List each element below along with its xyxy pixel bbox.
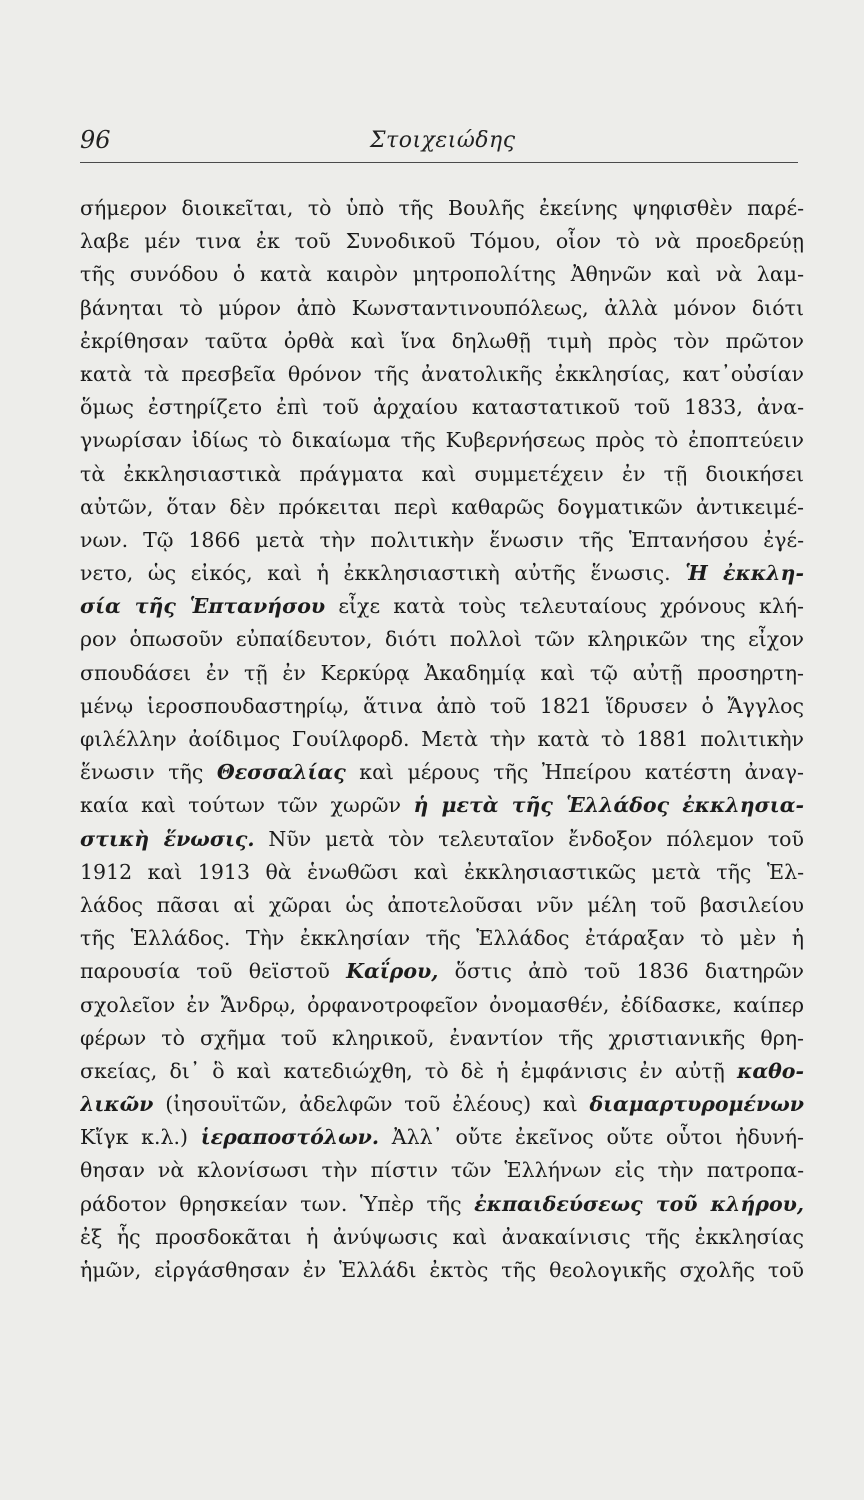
- emphasis-text: ἱεραποστόλων.: [200, 1125, 380, 1150]
- text-run: σκείας, δι᾽ ὃ καὶ κατεδιώχθη, τὸ δὲ ἡ ἐμφάνισις ἐν αὐτῇ: [80, 1058, 725, 1083]
- text-run: παρουσία τοῦ θεϊστοῦ: [80, 959, 330, 984]
- text-line: [80, 789, 804, 822]
- emphasis-text: καθο-: [736, 1058, 804, 1083]
- header-rule: [80, 162, 798, 163]
- text-line: λάδος πᾶσαι αἱ χῶραι ὡς ἀποτελοῦσαι νῦν μέλη τοῦ βασιλείου: [80, 892, 804, 917]
- text-line: μένῳ ἱεροσπουδαστηρίῳ, ἅτινα ἀπὸ τοῦ 1821 ἵδρυσεν ὁ Ἄγγλος: [80, 693, 804, 718]
- text-run: καὶ μέρους τῆς Ἠπείρου κατέστη ἀναγ-: [359, 760, 804, 785]
- text-line: αὐτῶν, ὅταν δὲν πρόκειται περὶ καθαρῶς δογματικῶν ἀντικειμέ-: [80, 494, 804, 519]
- emphasis-text: ἡ μετὰ τῆς Ἑλλάδος ἐκκλησια-: [413, 793, 804, 818]
- emphasis-text: λικῶν: [80, 1092, 154, 1117]
- text-run: Νῦν μετὰ τὸν τελευταῖον ἔνδοξον πόλεμον τοῦ: [268, 826, 804, 851]
- text-line: ἡμῶν, εἰργάσθησαν ἐν Ἑλλάδι ἐκτὸς τῆς θεολογικῆς σχολῆς τοῦ: [80, 1258, 804, 1282]
- text-run: νετο, ὡς εἰκός, καὶ ἡ ἐκκλησιαστικὴ αὐτῆς ἕνωσις.: [80, 561, 671, 586]
- text-run: καία καὶ τούτων τῶν χωρῶν: [80, 793, 401, 818]
- text-line: [80, 557, 804, 590]
- text-run: ἕνωσιν τῆς: [80, 760, 204, 785]
- text-line: [80, 756, 804, 789]
- text-line: φιλέλλην ἀοίδιμος Γουίλφορδ. Μετὰ τὴν κατὰ τὸ 1881 πολιτικὴν: [80, 727, 804, 751]
- emphasis-text: ἐκπαιδεύσεως τοῦ κλήρου,: [474, 1191, 804, 1216]
- text-line: θησαν νὰ κλονίσωσι τὴν πίστιν τῶν Ἑλλήνων εἰς τὴν πατροπα-: [80, 1158, 804, 1183]
- text-line: [80, 1121, 804, 1154]
- text-line: τῆς Ἑλλάδος. Τὴν ἐκκλησίαν τῆς Ἑλλάδος ἐτάραξαν τὸ μὲν ἡ: [80, 926, 804, 951]
- text-run: Κἴγκ κ.λ.): [80, 1125, 188, 1150]
- text-line: κατὰ τὰ πρεσβεῖα θρόνον τῆς ἀνατολικῆς ἐκκλησίας, κατ᾽οὐσίαν: [80, 361, 804, 386]
- text-line: λαβε μέν τινα ἐκ τοῦ Συνοδικοῦ Τόμου, οἷον τὸ νὰ προεδρεύῃ: [80, 229, 804, 254]
- text-run: (ἰησουϊτῶν, ἀδελφῶν τοῦ ἐλέους) καὶ: [165, 1092, 578, 1117]
- text-run: Ἀλλ᾽ οὔτε ἐκεῖνος οὔτε οὗτοι ἠδυνή-: [391, 1125, 804, 1150]
- emphasis-text: σία τῆς Ἑπτανήσου: [80, 594, 326, 619]
- text-line: [80, 590, 804, 623]
- text-line: ἐξ ἧς προσδοκᾶται ἡ ἀνύψωσις καὶ ἀνακαίνισις τῆς ἐκκλησίας: [80, 1224, 804, 1249]
- text-line: τῆς συνόδου ὁ κατὰ καιρὸν μητροπολίτης Ἀθηνῶν καὶ νὰ λαμ-: [80, 262, 804, 287]
- text-line: [80, 1088, 804, 1121]
- text-line: [80, 1188, 804, 1221]
- text-line: 1912 καὶ 1913 θὰ ἑνωθῶσι καὶ ἐκκλησιαστικῶς μετὰ τῆς Ἑλ-: [80, 859, 804, 884]
- emphasis-text: διαμαρτυρομένων: [589, 1092, 804, 1117]
- body-text: [80, 192, 804, 1287]
- text-run: εἶχε κατὰ τοὺς τελευταίους χρόνους κλή-: [338, 594, 804, 619]
- page-number: 96: [80, 126, 111, 154]
- emphasis-text: Ἡ ἐκκλη-: [685, 561, 804, 586]
- emphasis-text: στικὴ ἕνωσις.: [80, 826, 255, 851]
- page-header: [80, 122, 804, 162]
- text-line: γνωρίσαν ἰδίως τὸ δικαίωμα τῆς Κυβερνήσεως πρὸς τὸ ἐποπτεύειν: [80, 428, 804, 453]
- text-line: βάνηται τὸ μύρον ἀπὸ Κωνσταντινουπόλεως, ἀλλὰ μόνον διότι: [80, 295, 804, 320]
- text-line: φέρων τὸ σχῆμα τοῦ κληρικοῦ, ἐναντίον τῆς χριστιανικῆς θρη-: [80, 1025, 804, 1050]
- text-line: νων. Τῷ 1866 μετὰ τὴν πολιτικὴν ἕνωσιν τῆς Ἑπτανήσου ἐγέ-: [80, 527, 804, 552]
- text-line: [80, 1055, 804, 1088]
- text-run: ὅστις ἀπὸ τοῦ 1836 διατηρῶν: [454, 959, 804, 984]
- text-line: σήμερον διοικεῖται, τὸ ὑπὸ τῆς Βουλῆς ἐκείνης ψηφισθὲν παρέ-: [80, 196, 804, 220]
- text-line: [80, 955, 804, 988]
- text-line: ρον ὁπωσοῦν εὐπαίδευτον, διότι πολλοὶ τῶν κληρικῶν της εἶχον: [80, 627, 804, 652]
- text-line: τὰ ἐκκλησιαστικὰ πράγματα καὶ συμμετέχειν ἐν τῇ διοικήσει: [80, 461, 804, 486]
- text-line: [80, 823, 804, 856]
- text-line: σχολεῖον ἐν Ἄνδρῳ, ὀρφανοτροφεῖον ὀνομασθέν, ἐδίδασκε, καίπερ: [80, 992, 804, 1017]
- text-line: ὅμως ἐστηρίζετο ἐπὶ τοῦ ἀρχαίου καταστατικοῦ τοῦ 1833, ἀνα-: [80, 395, 804, 420]
- text-run: ράδοτον θρησκείαν των. Ὑπὲρ τῆς: [80, 1191, 462, 1216]
- emphasis-text: Καΐρου,: [346, 959, 439, 984]
- text-line: σπουδάσει ἐν τῇ ἐν Κερκύρᾳ Ἀκαδημίᾳ καὶ τῷ αὐτῇ προσηρτη-: [80, 660, 804, 685]
- running-title: Στοιχειώδης: [370, 128, 516, 153]
- text-line: ἐκρίθησαν ταῦτα ὀρθὰ καὶ ἵνα δηλωθῇ τιμὴ πρὸς τὸν πρῶτον: [80, 328, 804, 353]
- emphasis-text: Θεσσαλίας: [216, 760, 346, 785]
